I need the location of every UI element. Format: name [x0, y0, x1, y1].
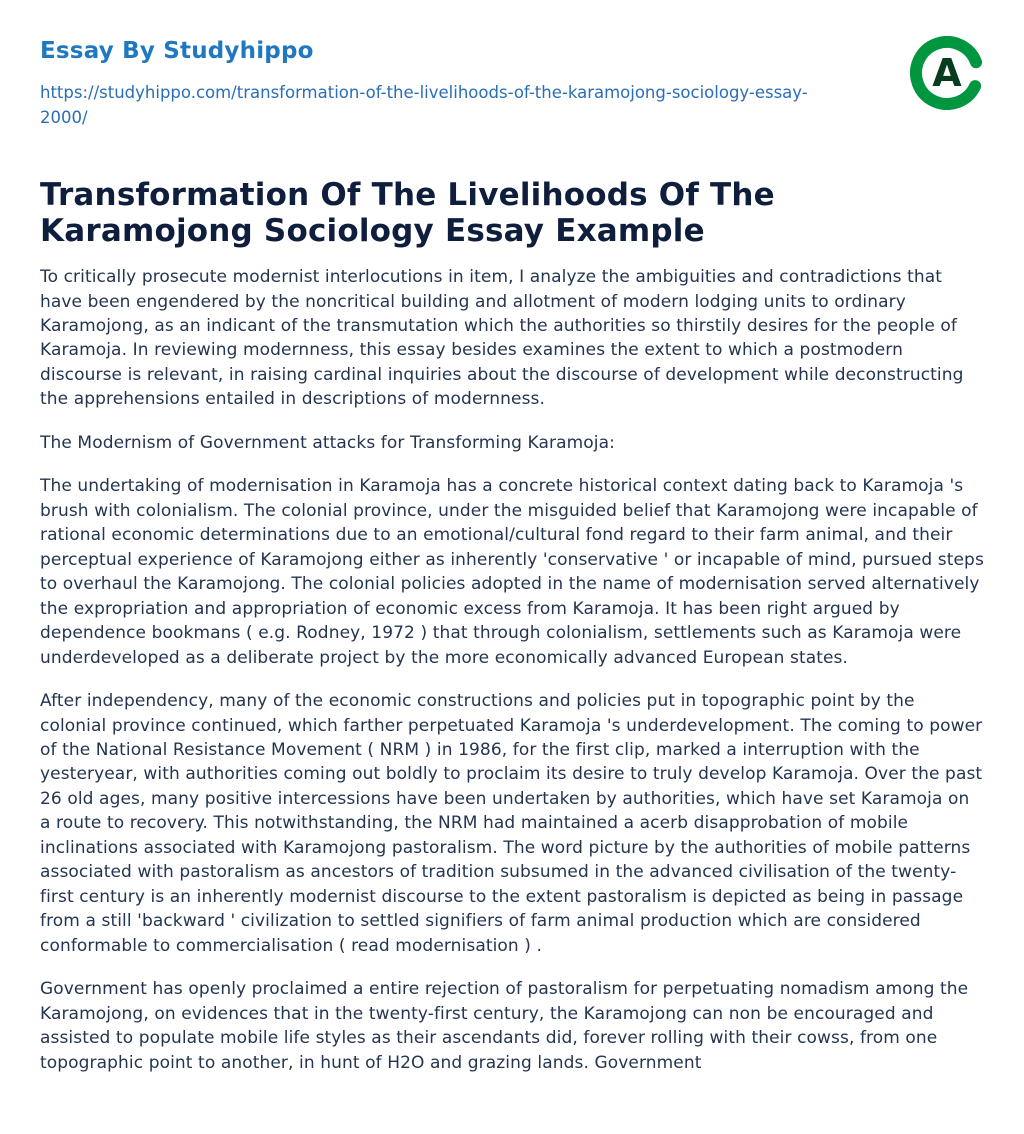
studyhippo-logo[interactable] [910, 36, 984, 110]
logo-letter: A [932, 51, 962, 95]
essay-paragraph: The undertaking of modernisation in Karamoja has a concrete historical context dating back to Karamoja 's brush with colonialism. The colonial province, under the misguided belief that Karamojong were incapable of rational economic determinations due to an emotional/cultural fond regard to their farm animal, and their perceptual experience of Karamojong either as inherently 'conservative ' or incapable of mind, pursued steps to overhaul the Karamojong. The colonial policies adopted in the name of modernisation served alternatively the expropriation and appropriation of economic excess from Karamoja. It has been right argued by dependence bookmans ( e.g. Rodney, 1972 ) that through colonialism, settlements such as Karamoja were underdeveloped as a deliberate project by the more economically advanced European states. [40, 476, 984, 668]
brand-link[interactable]: Essay By Studyhippo [40, 38, 314, 64]
page-header [40, 38, 984, 131]
essay-body [40, 265, 984, 1075]
essay-paragraph: After independency, many of the economic constructions and policies put in topographic point by the colonial province continued, which farther perpetuated Karamoja 's underdevelopment. The coming to power of the National Resistance Movement ( NRM ) in 1986, for the first clip, marked a interruption with the yesteryear, with authorities coming out boldly to proclaim its desire to truly develop Karamoja. Over the past 26 old ages, many positive intercessions have been undertaken by authorities, which have set Karamoja on a route to recovery. This notwithstanding, the NRM had maintained a acerb disapprobation of mobile inclinations associated with Karamojong pastoralism. The word picture by the authorities of mobile patterns associated with pastoralism as ancestors of tradition subsumed in the advanced civilisation of the twenty-first century is an inherently modernist discourse to the extent pastoralism is depicted as being in passage from a still 'backward ' civilization to settled signifiers of farm animal production which are considered conformable to commercialisation ( read modernisation ) . [40, 691, 983, 956]
essay-url-link[interactable]: https://studyhippo.com/transformation-of-the-livelihoods-of-the-karamojong-sociology-essay-2000/ [40, 83, 808, 127]
essay-paragraph: To critically prosecute modernist interlocutions in item, I analyze the ambiguities and contradictions that have been engendered by the noncritical building and allotment of modern lodging units to ordinary Karamojong, as an indicant of the transmutation which the authorities so thirstily desires for the people of Karamoja. In reviewing modernness, this essay besides examines the extent to which a postmodern discourse is relevant, in raising cardinal inquiries about the discourse of development while deconstructing the apprehensions entailed in descriptions of modernness. [40, 267, 964, 410]
essay-paragraph: The Modernism of Government attacks for Transforming Karamoja: [40, 432, 615, 453]
essay-title: Transformation Of The Livelihoods Of The Karamojong Sociology Essay Example [40, 176, 775, 249]
studyhippo-logo-icon [910, 36, 984, 110]
essay-paragraph: Government has openly proclaimed a entire rejection of pastoralism for perpetuating nomadism among the Karamojong, on evidences that in the twenty-first century, the Karamojong can non be encouraged and assisted to populate mobile life styles as their ascendants did, forever rolling with their cowss, from one topographic point to another, in hunt of H2O and grazing lands. Government [40, 979, 969, 1073]
